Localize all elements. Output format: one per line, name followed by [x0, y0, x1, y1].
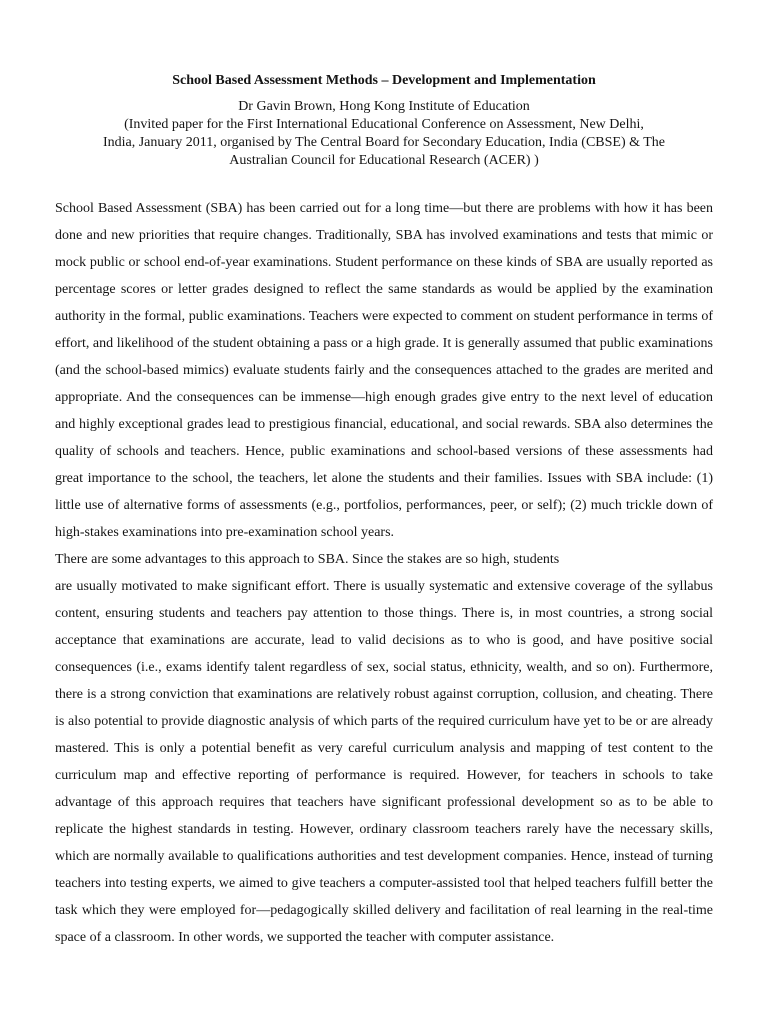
body-paragraph-3: are usually motivated to make significant effort. There is usually systematic and extensive coverage of the syllabus content, ensuring students and teachers pay attention to those things. There is, in most countries, a strong social acceptance that examinations are accurate, lead to valid decisions as to who is good, and have positive social consequences (i.e., exams identify talent regardless of sex, social status, ethnicity, wealth, and so on). Furthermore, there is a strong conviction that examinations are relatively robust against corruption, collusion, and cheating. There is also potential to provide diagnostic analysis of which parts of the required curriculum have yet to be or are already mastered. This is only a potential benefit as very careful curriculum analysis and mapping of test content to the curriculum map and effective reporting of performance is required. However, for teachers in schools to take advantage of this approach requires that teachers have significant professional development so as to be able to replicate the highest standards in testing. However, ordinary classroom teachers rarely have the necessary skills, which are normally available to qualifications authorities and test development companies. Hence, instead of turning teachers into testing experts, we aimed to give teachers a computer-assisted tool that helped teachers fulfill better the task which they were employed for—pedagogically skilled delivery and facilitation of real learning in the real-time space of a classroom. In other words, we supported the teacher with computer assistance.	[55, 579, 713, 945]
author-line: Dr Gavin Brown, Hong Kong Institute of Education	[238, 99, 530, 114]
body-paragraph-1: School Based Assessment (SBA) has been carried out for a long time—but there are problems with how it has been done and new priorities that require changes. Traditionally, SBA has involved examinations and tests that mimic or mock public or school end-of-year examinations. Student performance on these kinds of SBA are usually reported as percentage scores or letter grades designed to reflect the same standards as would be applied by the examination authority in the formal, public examinations. Teachers were expected to comment on student performance in terms of effort, and likelihood of the student obtaining a pass or a high grade. It is generally assumed that public examinations (and the school-based mimics) evaluate students fairly and the consequences attached to the grades are merited and appropriate. And the consequences can be immense—high enough grades give entry to the next level of education and highly exceptional grades lead to prestigious financial, educational, and social rewards. SBA also determines the quality of schools and teachers. Hence, public examinations and school-based versions of these assessments had great importance to the school, the teachers, let alone the students and their families. Issues with SBA include: (1) little use of alternative forms of assessments (e.g., portfolios, performances, peer, or self); (2) much trickle down of high-stakes examinations into pre-examination school years.	[55, 201, 713, 540]
document-header	[55, 72, 713, 170]
body-paragraph-2: There are some advantages to this approach to SBA. Since the stakes are so high, students	[55, 552, 560, 567]
note-line-3: Australian Council for Educational Research (ACER) )	[229, 153, 539, 168]
note-line-2: India, January 2011, organised by The Central Board for Secondary Education, India (CBSE) & The	[102, 135, 666, 150]
document-body	[55, 195, 713, 951]
note-line-1: (Invited paper for the First International Educational Conference on Assessment, New Delhi,	[124, 117, 644, 132]
document-title: School Based Assessment Methods – Development and Implementation	[172, 73, 596, 88]
